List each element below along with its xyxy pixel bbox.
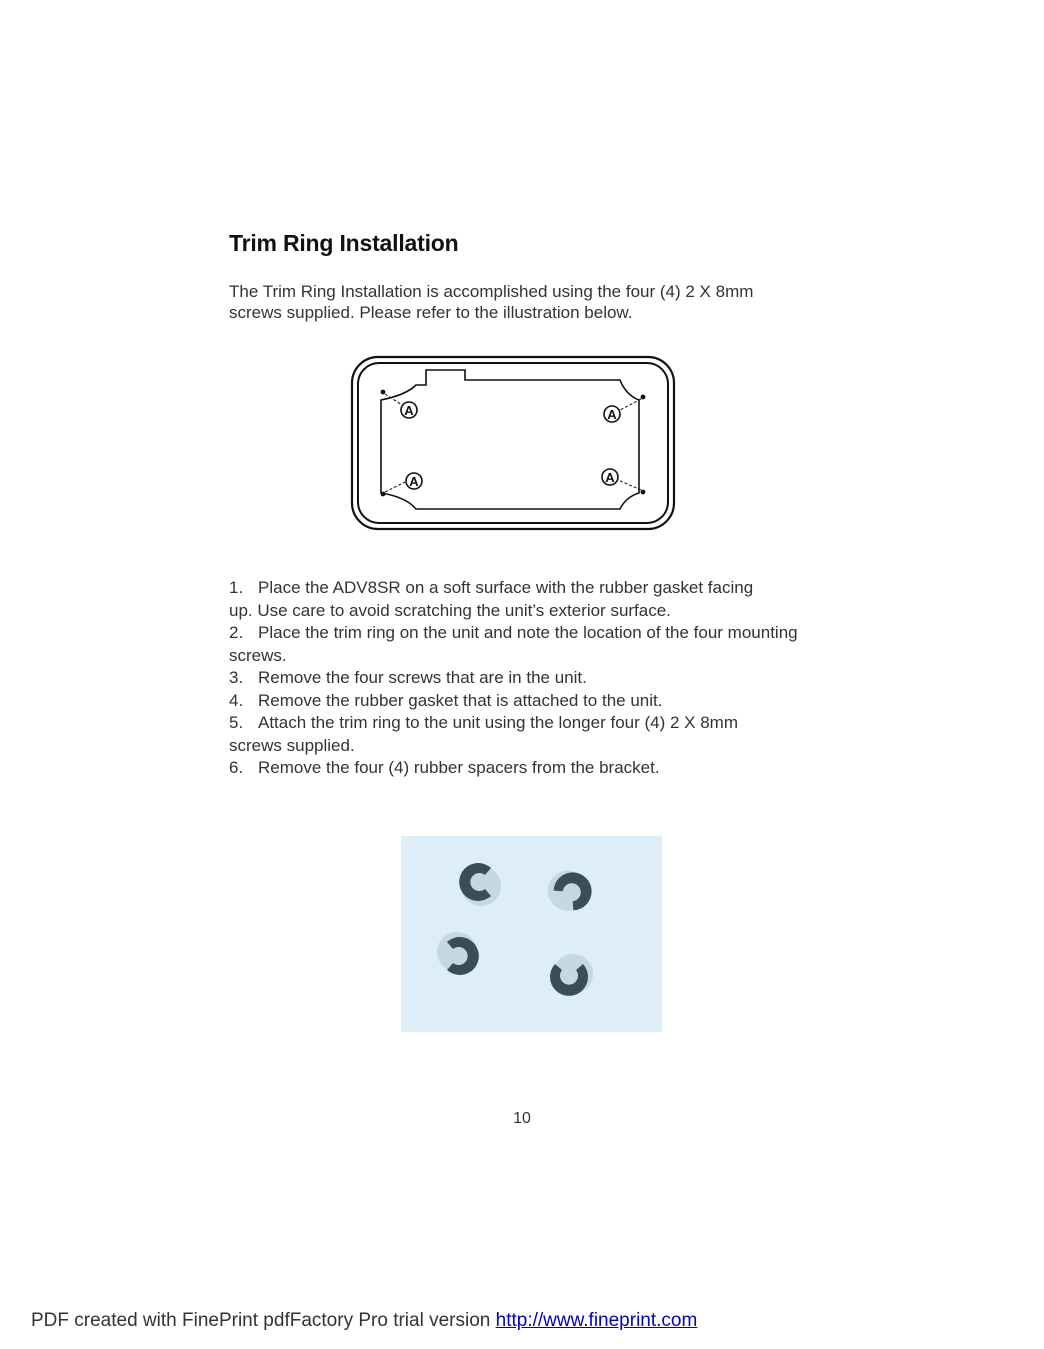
- trim-ring-inner: [358, 363, 668, 523]
- fineprint-link[interactable]: http://www.fineprint.com: [495, 1310, 698, 1331]
- step-2: [229, 622, 829, 667]
- instruction-steps: [229, 577, 829, 780]
- rubber-spacers-photo: [401, 836, 662, 1032]
- step-text: Remove the four screws that are in the unit.: [258, 668, 587, 687]
- step-3: [229, 667, 829, 690]
- screw-hole: [381, 492, 386, 497]
- intro-paragraph: [229, 281, 829, 323]
- step-number: 5.: [229, 713, 244, 732]
- step-4: [229, 690, 829, 713]
- step-number: 1.: [229, 578, 244, 597]
- svg-text:A: A: [605, 470, 615, 485]
- trim-ring-diagram: [350, 355, 676, 531]
- callout-a-bottom-right: [602, 469, 618, 485]
- step-text-continued: up. Use care to avoid scratching the unit’s exterior surface.: [229, 600, 671, 620]
- callout-a-top-right: [604, 406, 620, 422]
- screw-hole: [641, 490, 646, 495]
- page-title: Trim Ring Installation: [229, 230, 459, 256]
- photo-background: [401, 836, 662, 1032]
- step-number: 2.: [229, 623, 244, 642]
- leader-line: [618, 480, 641, 490]
- step-text: Attach the trim ring to the unit using the longer four (4) 2 X 8mm: [258, 713, 739, 732]
- page-number: 10: [513, 1110, 531, 1127]
- step-text: Remove the four (4) rubber spacers from the bracket.: [258, 758, 660, 777]
- svg-text:A: A: [409, 474, 419, 489]
- step-number: 4.: [229, 690, 244, 710]
- pdf-footer: [31, 1310, 697, 1332]
- intro-line: screws supplied. Please refer to the illustration below.: [229, 303, 633, 322]
- svg-text:A: A: [607, 407, 617, 422]
- step-number: 6.: [229, 758, 244, 777]
- leader-line: [385, 482, 405, 492]
- step-6: [229, 757, 829, 780]
- step-text: Place the trim ring on the unit and note the location of the four mounting: [258, 623, 798, 642]
- intro-line: The Trim Ring Installation is accomplished using the four (4) 2 X 8mm: [229, 282, 754, 301]
- screw-hole: [381, 390, 386, 395]
- unit-outline: [381, 370, 639, 509]
- leader-line: [620, 399, 641, 410]
- callout-a-top-left: [401, 402, 417, 418]
- trim-ring-outer: [352, 357, 674, 529]
- step-text-continued: screws supplied.: [229, 735, 355, 755]
- step-1: [229, 577, 829, 622]
- step-text: Remove the rubber gasket that is attached to the unit.: [258, 690, 663, 710]
- step-text: Place the ADV8SR on a soft surface with the rubber gasket facing: [258, 578, 754, 597]
- screw-hole: [641, 395, 646, 400]
- footer-text: PDF created with FinePrint pdfFactory Pro trial version: [31, 1310, 491, 1331]
- step-number: 3.: [229, 668, 244, 687]
- step-text-continued: screws.: [229, 645, 287, 665]
- callout-a-bottom-left: [406, 473, 422, 489]
- svg-text:A: A: [404, 403, 414, 418]
- step-5: [229, 712, 829, 757]
